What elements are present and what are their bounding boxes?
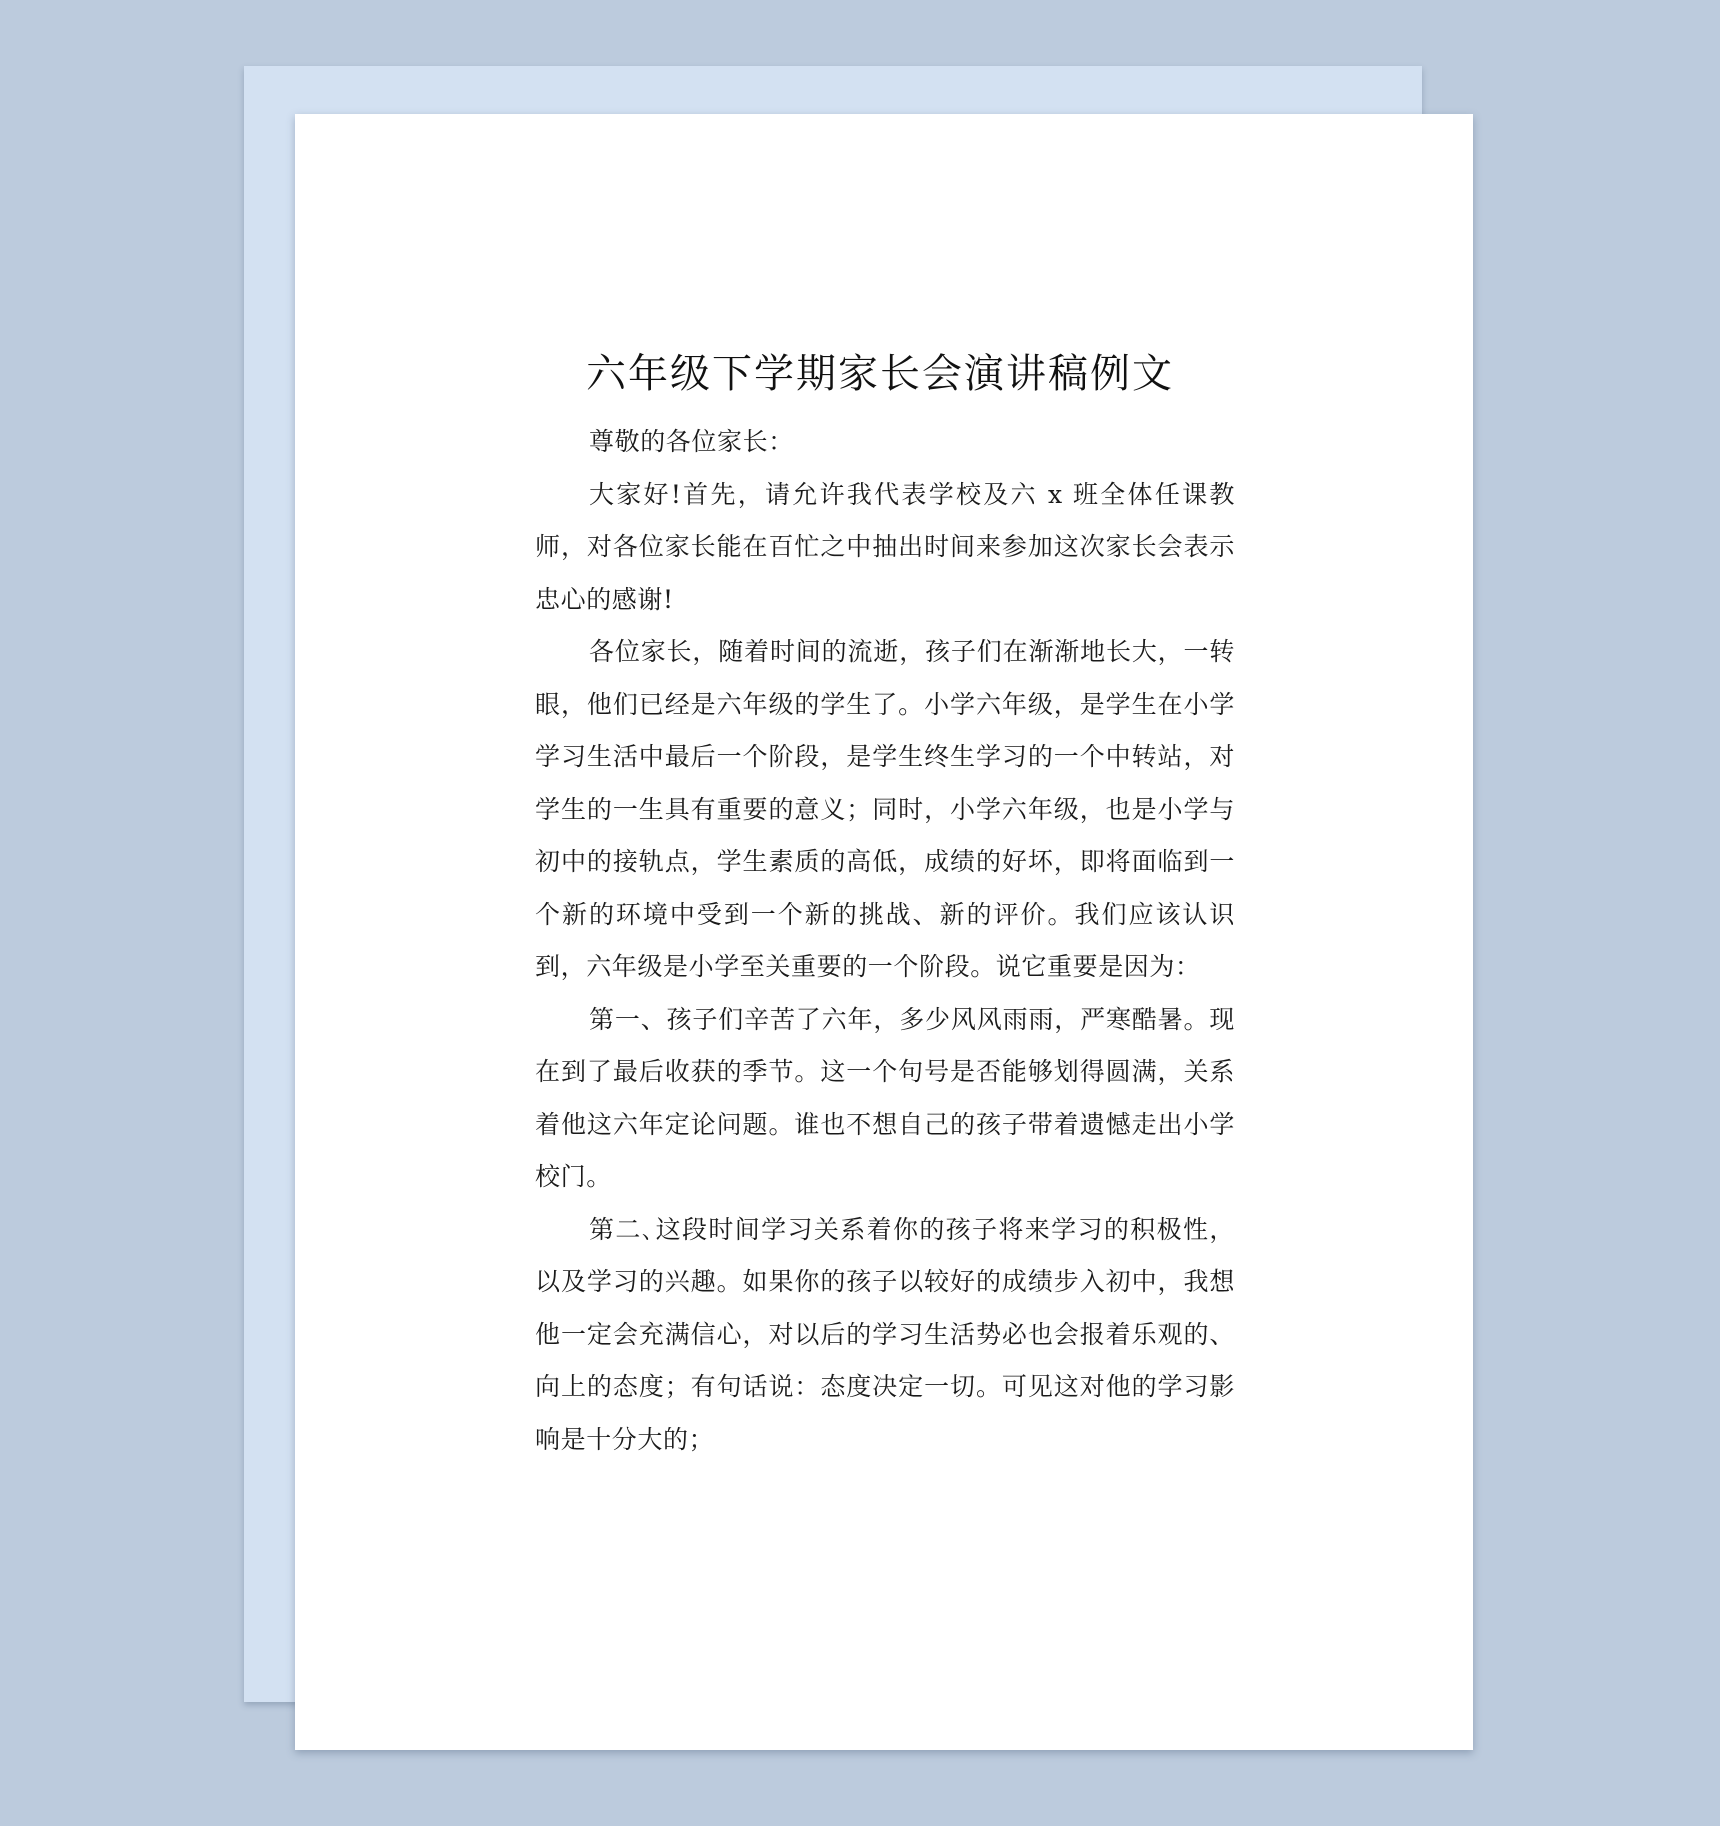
paragraph-greeting: 大家好!首先，请允许我代表学校及六 x 班全体任课教师，对各位家长能在百忙之中抽出时间来参加这次家长会表示忠心的感谢! — [535, 479, 1235, 614]
paragraph-importance: 各位家长，随着时间的流逝，孩子们在渐渐地长大，一转眼，他们已经是六年级的学生了。小学六年级，是学生在小学学习生活中最后一个阶段，是学生终生学习的一个中转站，对学生的一生具有重要的意义；同时，小学六年级，也是小学与初中的接轨点，学生素质的高低，成绩的好坏，即将面临到一个新的环境中受到一个新的挑战、新的评价。我们应该认识到，六年级是小学至关重要的一个阶段。说它重要是因为： — [535, 637, 1235, 981]
paragraph-point-two: 第二､这段时间学习关系着你的孩子将来学习的积极性，以及学习的兴趣。如果你的孩子以较好的成绩步入初中，我想他一定会充满信心，对以后的学习生活势必也会报着乐观的、向上的态度；有句话说：态度决定一切。可见这对他的学习影响是十分大的； — [535, 1214, 1235, 1454]
paragraph-salutation: 尊敬的各位家长： — [589, 427, 794, 456]
document-body — [535, 346, 1235, 1466]
document-page — [295, 114, 1473, 1750]
document-title: 六年级下学期家长会演讲稿例文 — [586, 351, 1174, 397]
paragraph-point-one: 第一、孩子们辛苦了六年，多少风风雨雨，严寒酷暑。现在到了最后收获的季节。这一个句号是否能够划得圆满，关系着他这六年定论问题。谁也不想自己的孩子带着遗憾走出小学校门。 — [535, 1004, 1235, 1191]
